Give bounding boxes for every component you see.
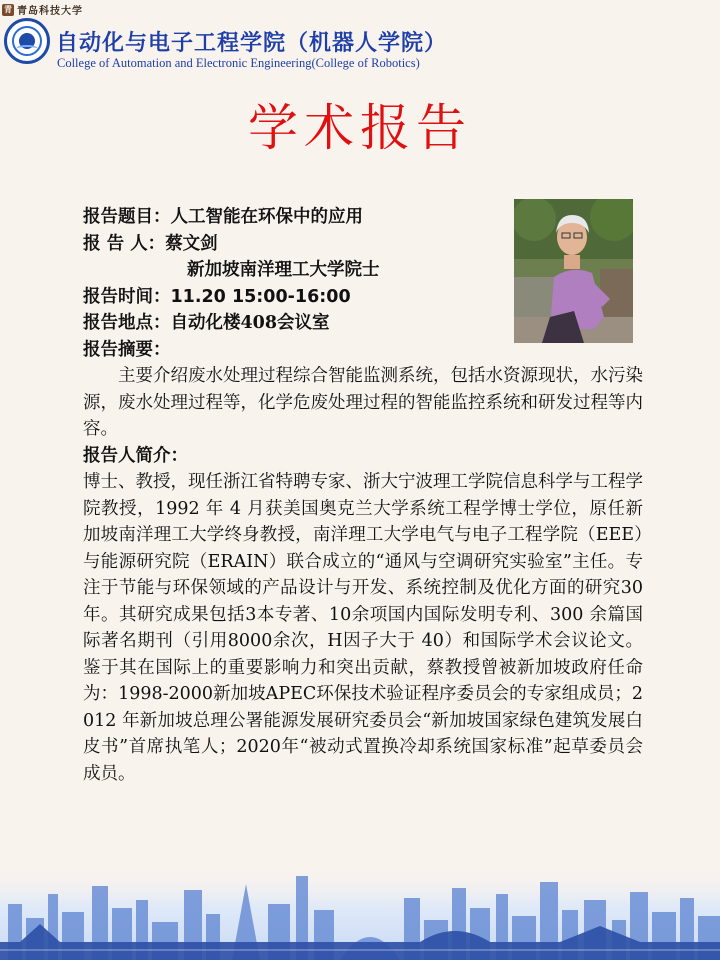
college-name-cn: 自动化与电子工程学院（机器人学院） <box>56 31 448 56</box>
report-content <box>83 204 643 787</box>
city-skyline-banner <box>0 864 720 960</box>
topic-value: 人工智能在环保中的应用 <box>170 207 363 227</box>
university-mark <box>2 2 83 17</box>
speaker-affiliation: 新加坡南洋理工大学院士 <box>187 260 380 280</box>
time-value: 11.20 15:00-16:00 <box>170 286 351 307</box>
speaker-label: 报 告 人： <box>83 233 166 254</box>
speaker-name: 蔡文剑 <box>165 233 218 254</box>
page-title: 学术报告 <box>248 99 472 157</box>
abstract-label: 报告摘要： <box>83 339 171 360</box>
location-value: 自动化楼408会议室 <box>170 313 330 333</box>
university-emblem-icon: 青 <box>4 4 12 14</box>
report-location-row <box>83 310 643 337</box>
report-time-row <box>83 284 643 311</box>
college-logo-icon <box>4 18 50 64</box>
topic-label: 报告题目： <box>83 207 171 227</box>
college-name-en: College of Automation and Electronic Engineering(College of Robotics) <box>57 56 420 70</box>
abstract-text: 主要介绍废水处理过程综合智能监测系统，包括水资源现状，水污染源，废水处理过程等，化学危废处理过程的智能监控系统和研发过程等内容。 <box>83 366 643 439</box>
bio-label: 报告人简介： <box>83 445 188 466</box>
report-speaker-row <box>83 231 643 258</box>
bio-text: 博士、教授，现任浙江省特聘专家、浙大宁波理工学院信息科学与工程学院教授，1992 年 4 月获美国奥克兰大学系统工程学博士学位，原任新加坡南洋理工大学终身教授，南洋理工大学电气与电子工程学院（EEE）与能源研究院（ERAIN）联合成立的“通风与空调研究实验室”主任。专注于节能与环保领域的产品设计与开发、系统控制及优化方面的研究30年。其研究成果包括3本专著、10余项国内国际发明专利、300 余篇国际著名期刊（引用8000余次，H因子大于 40）和国际学术会议论文。鉴于其在国际上的重要影响力和突出贡献，蔡教授曾被新加坡政府任命为：1998-2000新加坡APEC环保技术验证程序委员会的专家组成员；2012 年新加坡总理公署能源发展研究委员会“新加坡国家绿色建筑发展白皮书”首席执笔人；2020年“被动式置换冷却系统国家标准”起草委员会成员。 <box>83 472 643 784</box>
report-topic-row <box>83 204 643 231</box>
time-label: 报告时间： <box>83 286 171 307</box>
location-label: 报告地点： <box>83 313 171 333</box>
university-name: 青岛科技大学 <box>17 6 83 17</box>
